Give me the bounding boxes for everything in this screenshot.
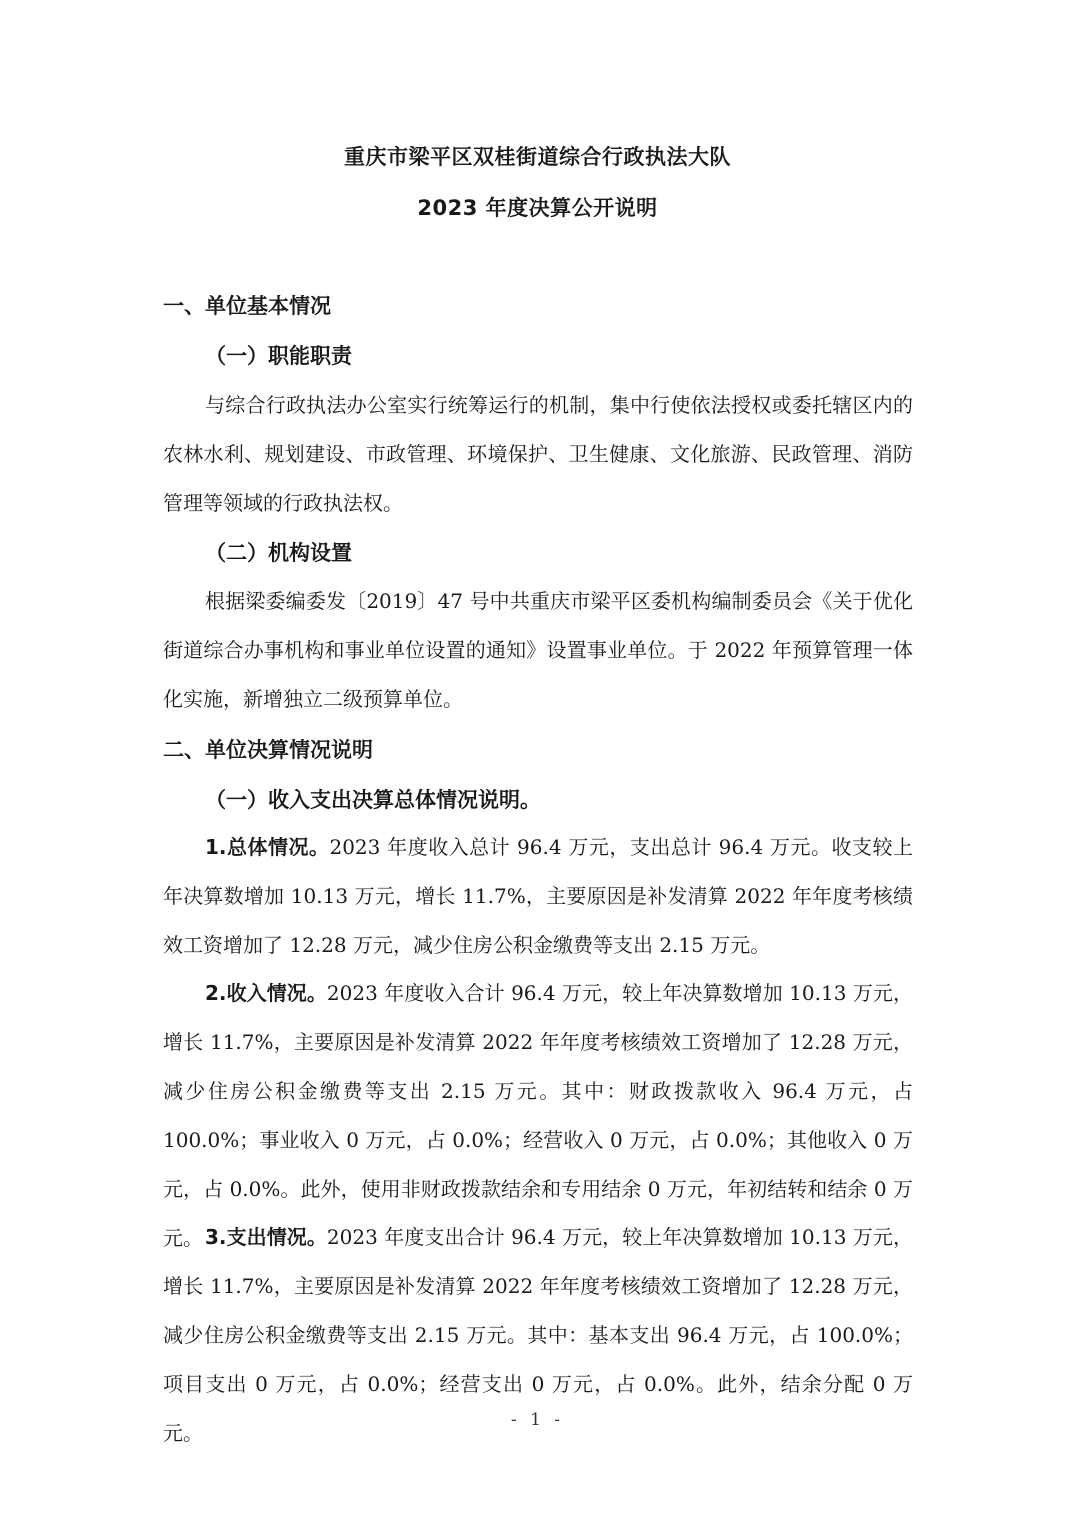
section-heading-final-accounts: 二、单位决算情况说明 — [163, 738, 373, 762]
subheading-duties: （一）职能职责 — [205, 344, 352, 368]
document-title-line1: 重庆市梁平区双桂街道综合行政执法大队 — [344, 145, 731, 169]
label-income: 2.收入情况。 — [205, 981, 327, 1005]
paragraph-duties: 与综合行政执法办公室实行统筹运行的机制，集中行使依法授权或委托辖区内的农林水利、规划建设、市政管理、环境保护、卫生健康、文化旅游、民政管理、消防管理等领域的行政执法权。 — [163, 393, 913, 515]
text-income: 2023 年度收入合计 96.4 万元，较上年决算数增加 10.13 万元，增长 11.7%，主要原因是补发清算 2022 年年度考核绩效工资增加了 12.28 万元，减少住房公积金缴费等支出 2.15 万元。其中：财政拨款收入 96.4 万元，占 100.0%；事业收入 0 万元，占 0.0%；经营收入 0 万元，占 0.0%；其他收入 0 万元，占 0.0%。此外，使用非财政拨款结余和专用结余 0 万元，年初结转和结余 0 万元。 — [163, 981, 913, 1250]
document-title-line2: 2023 年度决算公开说明 — [417, 196, 658, 220]
text-overall: 2023 年度收入总计 96.4 万元，支出总计 96.4 万元。收支较上年决算数增加 10.13 万元，增长 11.7%，主要原因是补发清算 2022 年年度考核绩效工资增加了 12.28 万元，减少住房公积金缴费等支出 2.15 万元。 — [163, 835, 914, 957]
paragraph-overall — [163, 823, 913, 970]
page-number: - 1 - — [510, 1410, 565, 1430]
label-expense: 3.支出情况。 — [205, 1225, 327, 1249]
subheading-organization: （二）机构设置 — [205, 541, 352, 565]
subheading-income-expense-overview: （一）收入支出决算总体情况说明。 — [205, 788, 541, 812]
label-overall: 1.总体情况。 — [205, 835, 330, 859]
section-heading-basic-info: 一、单位基本情况 — [163, 294, 331, 318]
paragraph-organization: 根据梁委编委发〔2019〕47 号中共重庆市梁平区委机构编制委员会《关于优化街道综合办事机构和事业单位设置的通知》设置事业单位。于 2022 年预算管理一体化实施，新增独立二级预算单位。 — [163, 589, 913, 711]
text-expense: 2023 年度支出合计 96.4 万元，较上年决算数增加 10.13 万元，增长 11.7%，主要原因是补发清算 2022 年年度考核绩效工资增加了 12.28 万元，减少住房公积金缴费等支出 2.15 万元。其中：基本支出 96.4 万元，占 100.0%；项目支出 0 万元，占 0.0%；经营支出 0 万元，占 0.0%。此外，结余分配 0 万元。 — [163, 1225, 913, 1445]
